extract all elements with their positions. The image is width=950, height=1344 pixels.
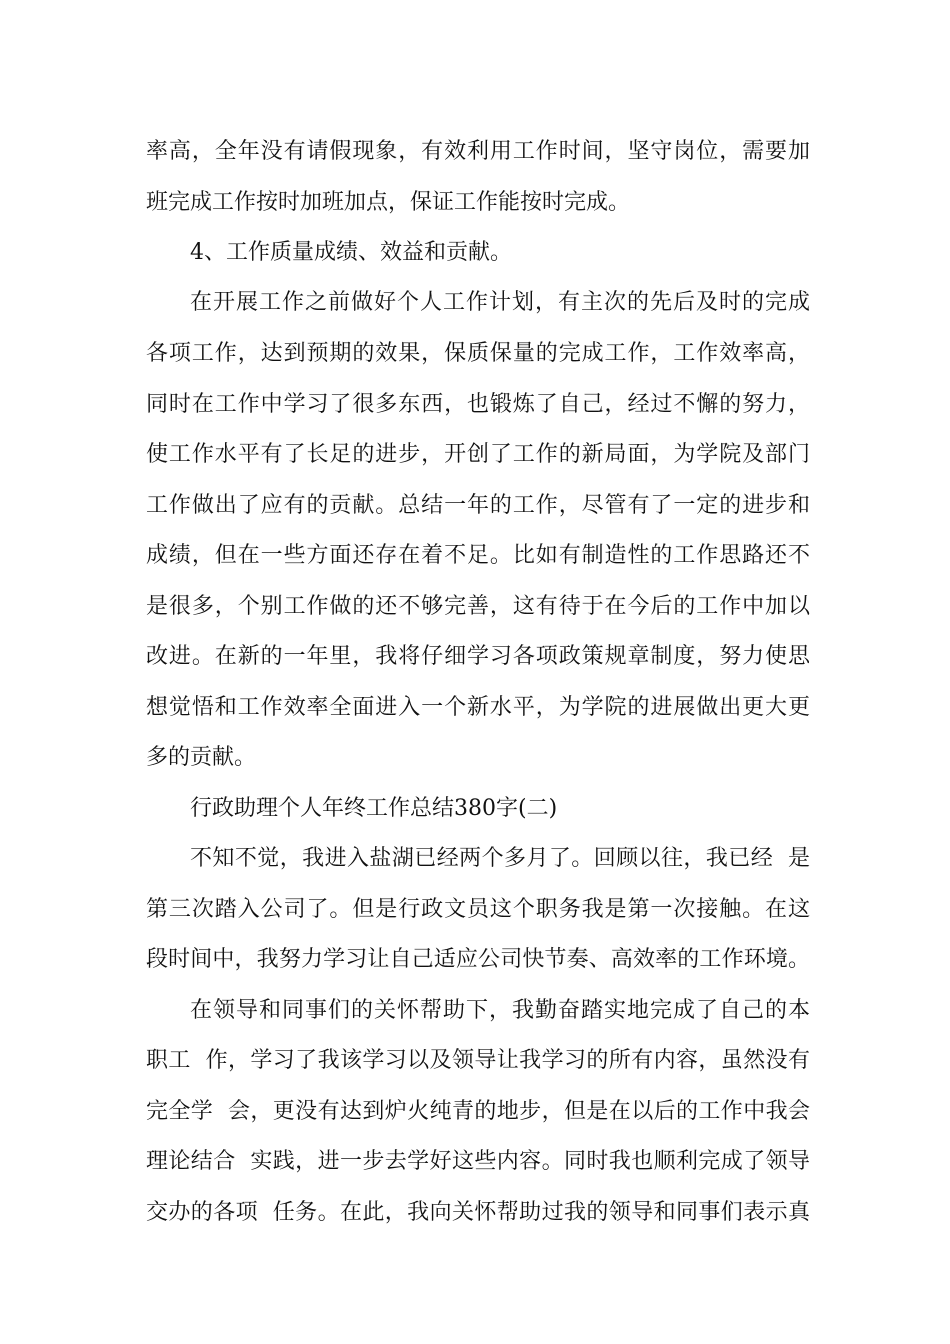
body-text-line: 第三次踏入公司了。但是行政文员这个职务我是第一次接触。在这	[146, 897, 810, 922]
body-text-line: 班完成工作按时加班加点，保证工作能按时完成。	[146, 190, 631, 215]
body-text-line: 同时在工作中学习了很多东西，也锻炼了自己，经过不懈的努力，	[146, 392, 810, 417]
body-text-line: 各项工作，达到预期的效果，保质保量的完成工作，工作效率高，	[146, 341, 810, 366]
body-text-line: 成绩，但在一些方面还存在着不足。比如有制造性的工作思路还不	[146, 543, 810, 568]
body-text-line: 率高，全年没有请假现象，有效利用工作时间，坚守岗位，需要加	[146, 139, 810, 164]
body-text-line: 交办的各项 任务。在此，我向关怀帮助过我的领导和同事们表示真	[146, 1200, 810, 1225]
body-text-line: 是很多，个别工作做的还不够完善，这有待于在今后的工作中加以	[146, 594, 810, 619]
body-text-line: 不知不觉，我进入盐湖已经两个多月了。回顾以往，我已经 是	[190, 846, 810, 871]
body-text-line: 使工作水平有了长足的进步，开创了工作的新局面，为学院及部门	[146, 442, 810, 467]
body-text-line: 理论结合 实践，进一步去学好这些内容。同时我也顺利完成了领导	[146, 1149, 810, 1174]
body-text-line: 多的贡献。	[146, 745, 257, 770]
body-text-line: 工作做出了应有的贡献。总结一年的工作，尽管有了一定的进步和	[146, 493, 810, 518]
section-heading: 行政助理个人年终工作总结380字(二)	[190, 796, 558, 821]
body-text-line: 改进。在新的一年里，我将仔细学习各项政策规章制度，努力使思	[146, 644, 810, 669]
body-text-line: 在领导和同事们的关怀帮助下，我勤奋踏实地完成了自己的本	[190, 998, 810, 1023]
section-heading: 4、工作质量成绩、效益和贡献。	[190, 240, 512, 265]
body-text-line: 职工 作，学习了我该学习以及领导让我学习的所有内容，虽然没有	[146, 1048, 810, 1073]
body-text-line: 完全学 会，更没有达到炉火纯青的地步，但是在以后的工作中我会	[146, 1099, 810, 1124]
body-text-line: 段时间中，我努力学习让自己适应公司快节奏、高效率的工作环境。	[146, 947, 810, 972]
body-text-line: 想觉悟和工作效率全面进入一个新水平，为学院的进展做出更大更	[146, 695, 810, 720]
body-text-line: 在开展工作之前做好个人工作计划，有主次的先后及时的完成	[190, 290, 810, 315]
